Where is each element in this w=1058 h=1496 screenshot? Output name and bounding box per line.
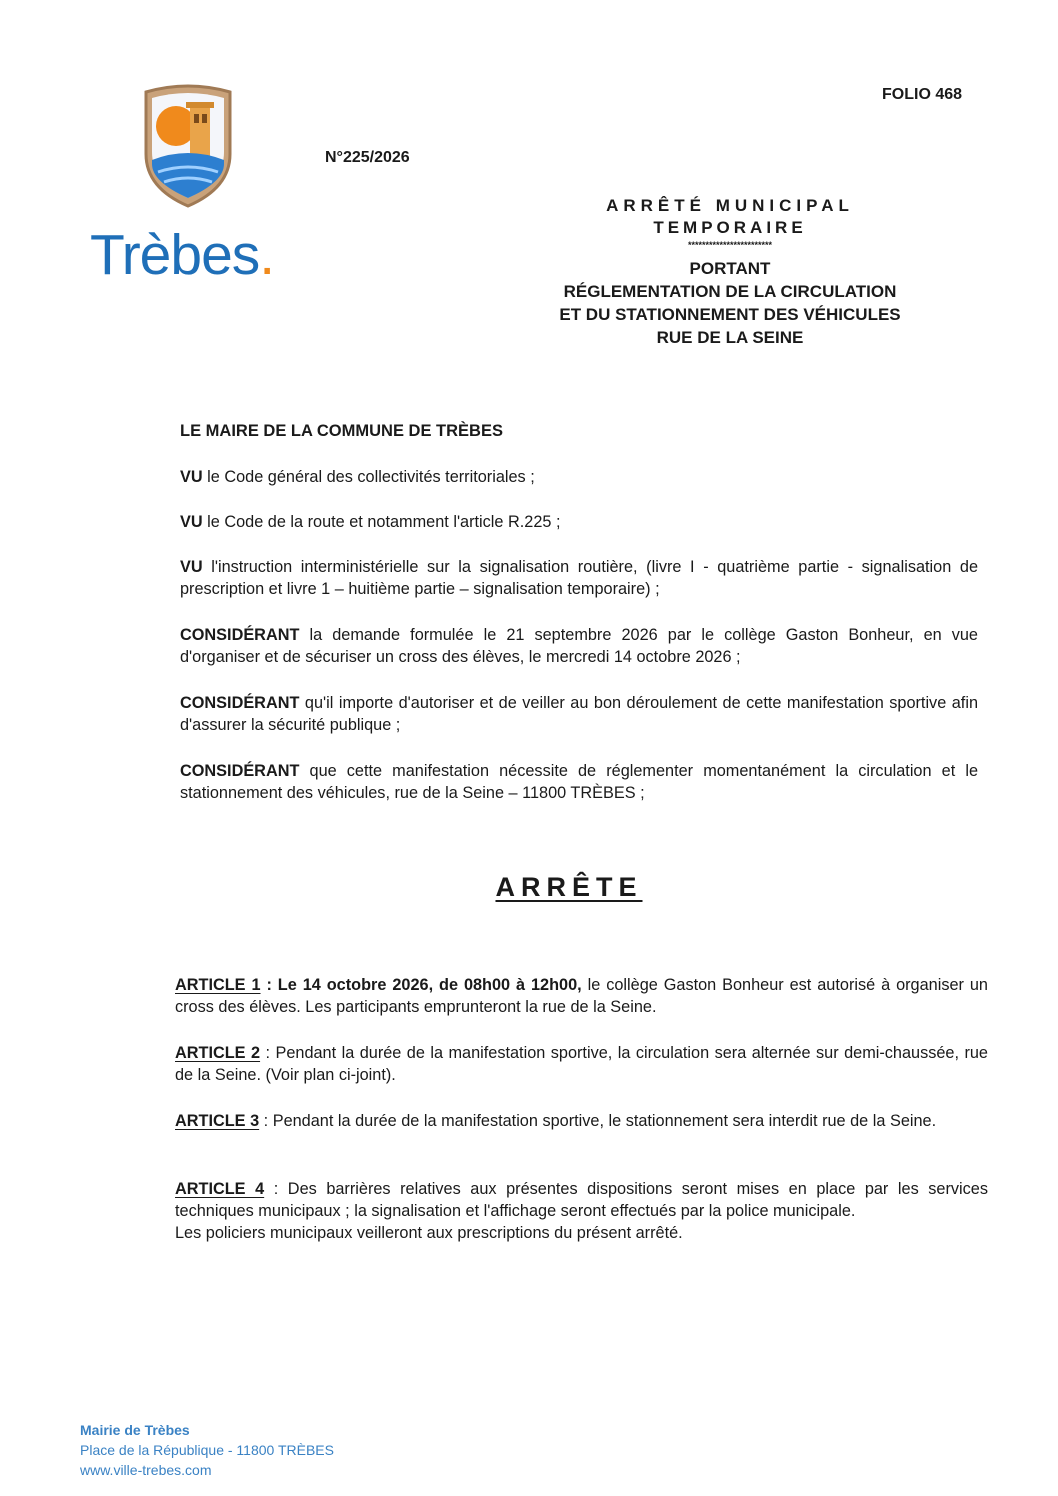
article-4: ARTICLE 4 : Des barrières relatives aux présentes dispositions seront mises en place par les services techniques municipaux ; la signalisation et l'affichage seront effectués par la police municipale. Les policiers municipaux veilleront aux prescriptions du présent arrêté.	[175, 1180, 988, 1242]
title-line-3: PORTANT	[689, 259, 771, 278]
title-line-5: ET DU STATIONNEMENT DES VÉHICULES	[559, 305, 901, 324]
considerant-paragraph-3: CONSIDÉRANT que cette manifestation nécessite de réglementer momentanément la circulation et le stationnement des véhicules, rue de la Seine – 11800 TRÈBES ;	[180, 762, 978, 802]
considerant-paragraph-1: CONSIDÉRANT la demande formulée le 21 septembre 2026 par le collège Gaston Bonheur, en vue d'organiser et de sécuriser un cross des élèves, le mercredi 14 octobre 2026 ;	[180, 626, 978, 666]
article-3: ARTICLE 3 : Pendant la durée de la manifestation sportive, le stationnement sera interdit rue de la Seine.	[175, 1112, 937, 1130]
town-crest-logo	[138, 84, 238, 208]
vu-paragraph-3: VU l'instruction interministérielle sur la signalisation routière, (livre I - quatrième partie - signalisation de prescription et livre 1 – huitième partie – signalisation temporaire) ;	[180, 558, 978, 598]
article-2: ARTICLE 2 : Pendant la durée de la manifestation sportive, la circulation sera alternée sur demi-chaussée, rue de la Seine. (Voir plan ci-joint).	[175, 1044, 988, 1084]
mayor-heading: LE MAIRE DE LA COMMUNE DE TRÈBES	[180, 422, 503, 440]
title-line-2: TEMPORAIRE	[653, 218, 807, 237]
town-logo-wordmark: Trèbes.	[90, 223, 275, 287]
decree-number: N°225/2026	[325, 149, 410, 166]
decree-title	[530, 195, 930, 349]
title-line-6: RUE DE LA SEINE	[656, 328, 804, 347]
article-1: ARTICLE 1 : Le 14 octobre 2026, de 08h00 à 12h00, le collège Gaston Bonheur est autorisé à organiser un cross des élèves. Les participants emprunteront la rue de la Seine.	[175, 976, 988, 1016]
title-line-4: RÉGLEMENTATION DE LA CIRCULATION	[563, 282, 897, 301]
footer-name: Mairie de Trèbes	[80, 1422, 190, 1438]
vu-paragraph-1: VU le Code général des collectivités territoriales ;	[180, 468, 535, 486]
vu-paragraph-2: VU le Code de la route et notamment l'article R.225 ;	[180, 513, 561, 531]
title-line-1: ARRÊTÉ MUNICIPAL	[606, 196, 854, 215]
footer-street: Place de la République - 11800 TRÈBES	[80, 1442, 334, 1458]
footer-address	[80, 1420, 334, 1480]
considerant-paragraph-2: CONSIDÉRANT qu'il importe d'autoriser et de veiller au bon déroulement de cette manifestation sportive afin d'assurer la sécurité publique ;	[180, 694, 978, 734]
folio-number: FOLIO 468	[882, 86, 963, 103]
title-separator: ************************	[687, 240, 773, 250]
arrete-heading: ARRÊTE	[495, 872, 643, 902]
footer-website[interactable]: www.ville-trebes.com	[80, 1462, 212, 1478]
